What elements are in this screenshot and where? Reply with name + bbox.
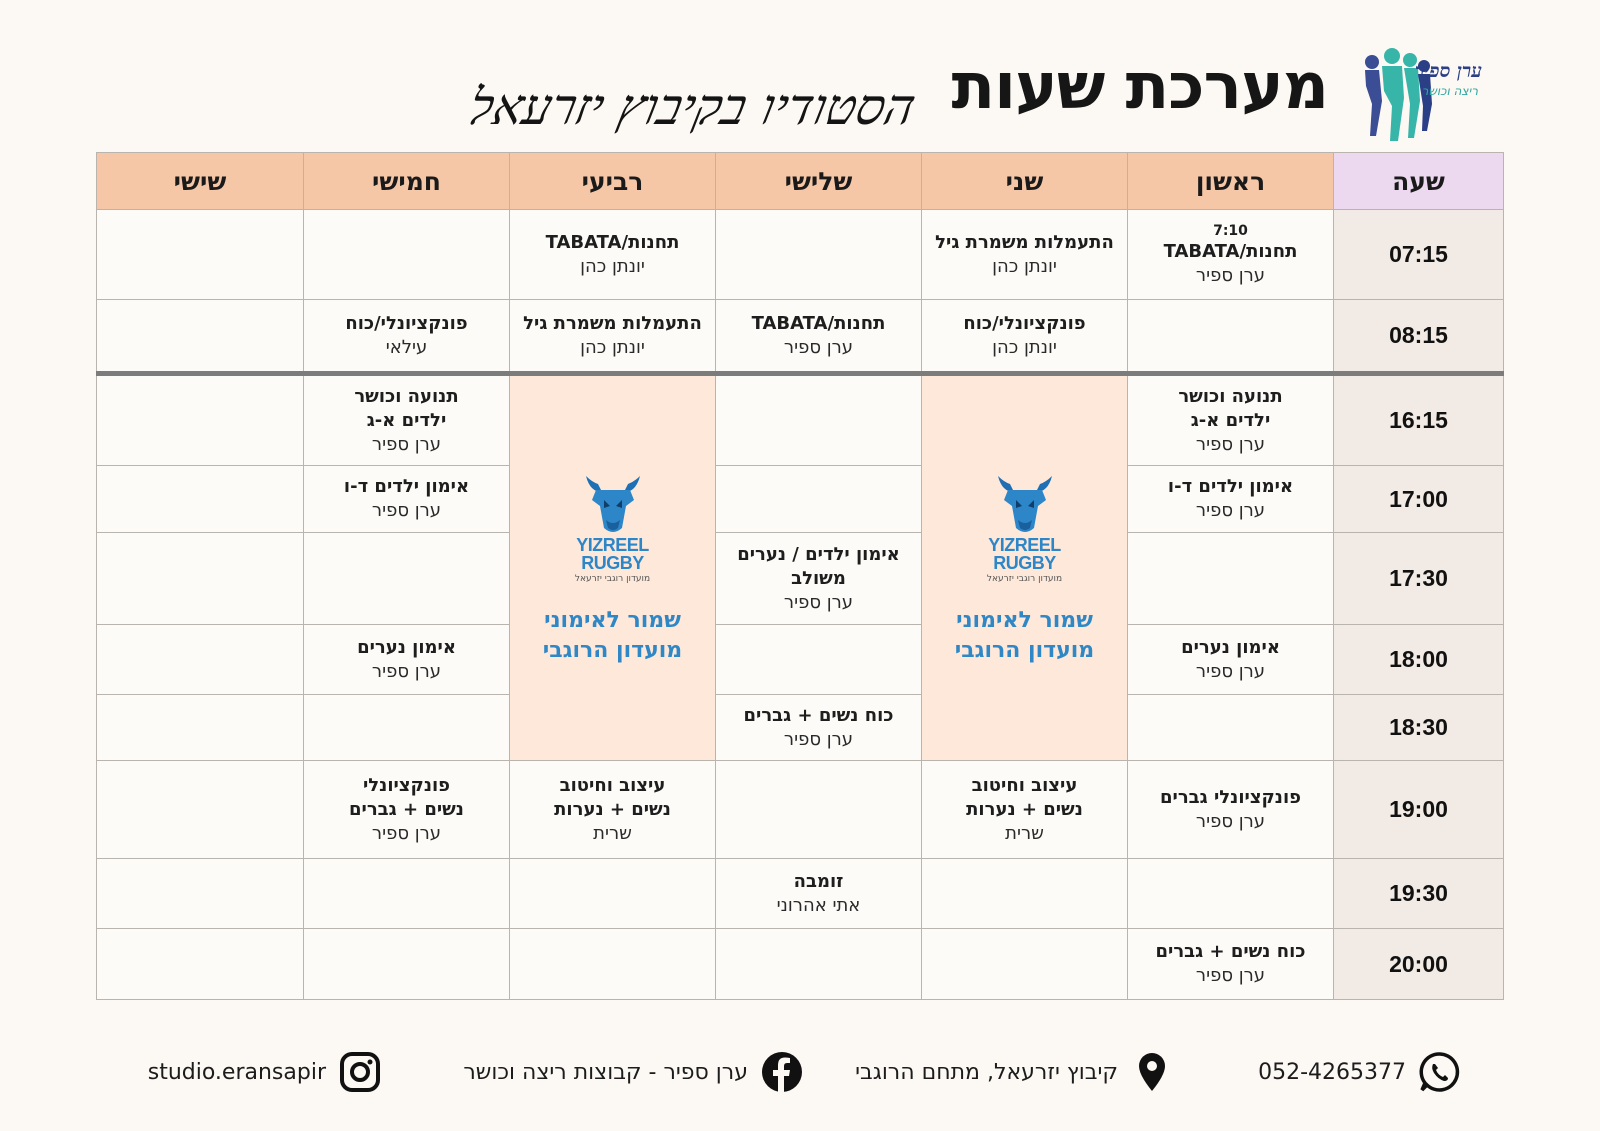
class-title-line2: נשים + גברים xyxy=(349,798,464,820)
empty-cell xyxy=(716,210,922,300)
class-instructor: ערן ספיר xyxy=(783,728,854,750)
footer xyxy=(0,1040,1600,1100)
header-row xyxy=(97,153,1504,210)
rugby-reserved-text xyxy=(955,606,1094,666)
class-title: פונקציונלי/כוח xyxy=(345,312,468,334)
table-row xyxy=(97,929,1504,1000)
empty-cell xyxy=(304,533,510,625)
whatsapp-icon xyxy=(1418,1050,1462,1094)
facebook-text[interactable]: ערן ספיר - קבוצות ריצה וכושר xyxy=(463,1059,748,1085)
time-cell: 20:00 xyxy=(1334,929,1504,1000)
class-instructor: ערן ספיר xyxy=(371,433,442,455)
class-title-line2: נשים + נערות xyxy=(966,798,1083,820)
class-title-line2: ילדים א-ג xyxy=(1190,409,1271,431)
time-cell: 18:30 xyxy=(1334,695,1504,761)
rugby-name-1: YIZREEL xyxy=(988,535,1061,555)
footer-location[interactable] xyxy=(855,1050,1174,1094)
class-title: פונקציונלי xyxy=(362,774,450,796)
logo-name: ערן ספיר xyxy=(1414,60,1482,82)
class-title: אימון נערים xyxy=(1181,636,1280,658)
empty-cell xyxy=(510,859,716,929)
rugby-block xyxy=(510,470,715,666)
class-title: אימון נערים xyxy=(357,636,456,658)
rugby-reserved-cell-wednesday xyxy=(510,374,716,761)
class-instructor: ערן ספיר xyxy=(1195,660,1266,682)
class-title: התעמלות משמרת גיל xyxy=(523,312,702,334)
empty-cell xyxy=(97,695,304,761)
table-row xyxy=(97,859,1504,929)
class-instructor: יונתן כהן xyxy=(992,336,1057,358)
empty-cell xyxy=(304,929,510,1000)
class-cell xyxy=(922,210,1128,300)
empty-cell xyxy=(97,929,304,1000)
location-text[interactable]: קיבוץ יזרעאל, מתחם הרוגבי xyxy=(855,1059,1118,1085)
rugby-name-2: RUGBY xyxy=(993,553,1056,573)
class-title: פונקציונלי גברים xyxy=(1160,786,1301,808)
class-note: 7:10 xyxy=(1213,222,1248,239)
column-header-friday: שישי xyxy=(97,153,304,210)
class-title: התעמלות משמרת גיל xyxy=(935,231,1114,253)
empty-cell xyxy=(97,374,304,466)
column-header-monday: שני xyxy=(922,153,1128,210)
empty-cell xyxy=(510,929,716,1000)
class-cell xyxy=(922,761,1128,859)
class-instructor: יונתן כהן xyxy=(580,255,645,277)
schedule-table xyxy=(96,152,1504,1000)
class-instructor: ערן ספיר xyxy=(371,660,442,682)
class-cell xyxy=(304,466,510,533)
time-cell: 18:00 xyxy=(1334,625,1504,695)
class-title: עיצוב וחיטוב xyxy=(559,774,666,796)
class-cell xyxy=(1128,625,1334,695)
time-cell: 16:15 xyxy=(1334,374,1504,466)
table-row xyxy=(97,695,1504,761)
footer-instagram[interactable] xyxy=(148,1050,382,1094)
class-instructor: ערן ספיר xyxy=(1195,965,1266,986)
class-cell xyxy=(1128,466,1334,533)
rugby-subtitle: מועדון רוגבי יזרעאל xyxy=(986,574,1063,584)
class-instructor: אתי אהרוני xyxy=(776,894,861,916)
empty-cell xyxy=(97,466,304,533)
class-instructor: עילאי xyxy=(385,336,428,358)
class-instructor: יונתן כהן xyxy=(580,336,645,358)
class-instructor: ערן ספיר xyxy=(1195,500,1266,521)
time-cell: 08:15 xyxy=(1334,300,1504,374)
class-instructor: יונתן כהן xyxy=(992,255,1057,277)
class-cell xyxy=(304,625,510,695)
empty-cell xyxy=(716,929,922,1000)
table-row xyxy=(97,625,1504,695)
bull-icon xyxy=(994,470,1056,536)
location-pin-icon xyxy=(1130,1050,1174,1094)
empty-cell xyxy=(304,859,510,929)
empty-cell xyxy=(716,466,922,533)
table-row xyxy=(97,300,1504,374)
empty-cell xyxy=(716,761,922,859)
page-title: מערכת שעות xyxy=(951,50,1328,124)
rugby-subtitle: מועדון רוגבי יזרעאל xyxy=(574,574,651,584)
empty-cell xyxy=(97,625,304,695)
header xyxy=(0,40,1600,150)
class-cell xyxy=(1128,761,1334,859)
column-header-sunday: ראשון xyxy=(1128,153,1334,210)
reserved-line-2: מועדון הרוגבי xyxy=(954,638,1095,663)
empty-cell xyxy=(716,625,922,695)
class-cell xyxy=(304,374,510,466)
empty-cell xyxy=(716,374,922,466)
class-title: תנועה וכושר xyxy=(1178,385,1283,407)
class-cell xyxy=(510,210,716,300)
empty-cell xyxy=(304,695,510,761)
class-instructor: ערן ספיר xyxy=(783,591,854,613)
class-cell xyxy=(922,300,1128,374)
empty-cell xyxy=(1128,695,1334,761)
instagram-handle[interactable]: studio.eransapir xyxy=(147,1059,326,1085)
class-cell xyxy=(1128,210,1334,300)
bull-icon xyxy=(582,470,644,536)
class-title: עיצוב וחיטוב xyxy=(971,774,1078,796)
class-cell xyxy=(304,761,510,859)
class-instructor: ערן ספיר xyxy=(1195,810,1266,832)
footer-phone[interactable] xyxy=(1258,1050,1462,1094)
instagram-icon xyxy=(338,1050,382,1094)
table-row xyxy=(97,466,1504,533)
empty-cell xyxy=(97,210,304,300)
reserved-line-1: שמור לאימוני xyxy=(956,608,1093,633)
class-cell xyxy=(716,695,922,761)
time-cell: 17:00 xyxy=(1334,466,1504,533)
class-title: פונקציונלי/כוח xyxy=(963,312,1086,334)
class-instructor: ערן ספיר xyxy=(783,336,854,358)
class-cell xyxy=(510,761,716,859)
class-cell xyxy=(716,533,922,625)
class-title: זומבה xyxy=(793,870,844,892)
class-title: אימון ילדים ד-ו xyxy=(1167,476,1294,497)
empty-cell xyxy=(922,859,1128,929)
empty-cell xyxy=(1128,300,1334,374)
footer-facebook[interactable] xyxy=(463,1050,804,1094)
page-subtitle: הסטודיו בקיבוץ יזרעאל xyxy=(463,78,921,136)
class-title-line2: משולב xyxy=(791,567,846,589)
column-header-wednesday: רביעי xyxy=(510,153,716,210)
class-instructor: שרית xyxy=(593,822,632,844)
class-instructor: שרית xyxy=(1005,822,1044,844)
table-row xyxy=(97,761,1504,859)
class-title: תחנות/TABATA xyxy=(751,312,886,334)
class-title: כוח נשים + גברים xyxy=(1155,941,1306,962)
class-title-line2: ילדים א-ג xyxy=(366,409,447,431)
rugby-reserved-cell-monday xyxy=(922,374,1128,761)
empty-cell xyxy=(1128,859,1334,929)
rugby-name-2: RUGBY xyxy=(581,553,644,573)
empty-cell xyxy=(97,300,304,374)
rugby-name-1: YIZREEL xyxy=(576,535,649,555)
class-instructor: ערן ספיר xyxy=(371,822,442,844)
class-title: אימון ילדים / נערים xyxy=(737,543,900,565)
reserved-line-1: שמור לאימוני xyxy=(544,608,681,633)
empty-cell xyxy=(922,929,1128,1000)
time-cell: 19:00 xyxy=(1334,761,1504,859)
reserved-line-2: מועדון הרוגבי xyxy=(542,638,683,663)
brand-logo xyxy=(1352,46,1482,146)
table-row xyxy=(97,533,1504,625)
empty-cell xyxy=(1128,533,1334,625)
column-header-hour: שעה xyxy=(1334,153,1504,210)
logo-tagline: ריצה וכושר xyxy=(1421,84,1478,98)
class-cell xyxy=(1128,374,1334,466)
class-instructor: ערן ספיר xyxy=(371,500,442,521)
rugby-reserved-text xyxy=(543,606,682,666)
class-cell xyxy=(510,300,716,374)
class-cell xyxy=(304,300,510,374)
class-title: כוח נשים + גברים xyxy=(743,704,894,726)
empty-cell xyxy=(97,761,304,859)
class-cell xyxy=(1128,929,1334,1000)
facebook-icon xyxy=(760,1050,804,1094)
class-cell xyxy=(716,300,922,374)
class-title: תחנות/TABATA xyxy=(1163,240,1298,262)
empty-cell xyxy=(97,859,304,929)
column-header-thursday: חמישי xyxy=(304,153,510,210)
time-cell: 07:15 xyxy=(1334,210,1504,300)
time-cell: 19:30 xyxy=(1334,859,1504,929)
empty-cell xyxy=(97,533,304,625)
class-instructor: ערן ספיר xyxy=(1195,264,1266,286)
table-row xyxy=(97,210,1504,300)
class-title-line2: נשים + נערות xyxy=(554,798,671,820)
class-title: תחנות/TABATA xyxy=(545,231,680,253)
table-row xyxy=(97,374,1504,466)
class-title: אימון ילדים ד-ו xyxy=(343,476,470,497)
time-cell: 17:30 xyxy=(1334,533,1504,625)
rugby-block xyxy=(922,470,1127,666)
class-cell xyxy=(716,859,922,929)
phone-number[interactable]: 052-4265377 xyxy=(1258,1059,1406,1085)
class-instructor: ערן ספיר xyxy=(1195,433,1266,455)
column-header-tuesday: שלישי xyxy=(716,153,922,210)
empty-cell xyxy=(304,210,510,300)
class-title: תנועה וכושר xyxy=(354,385,459,407)
